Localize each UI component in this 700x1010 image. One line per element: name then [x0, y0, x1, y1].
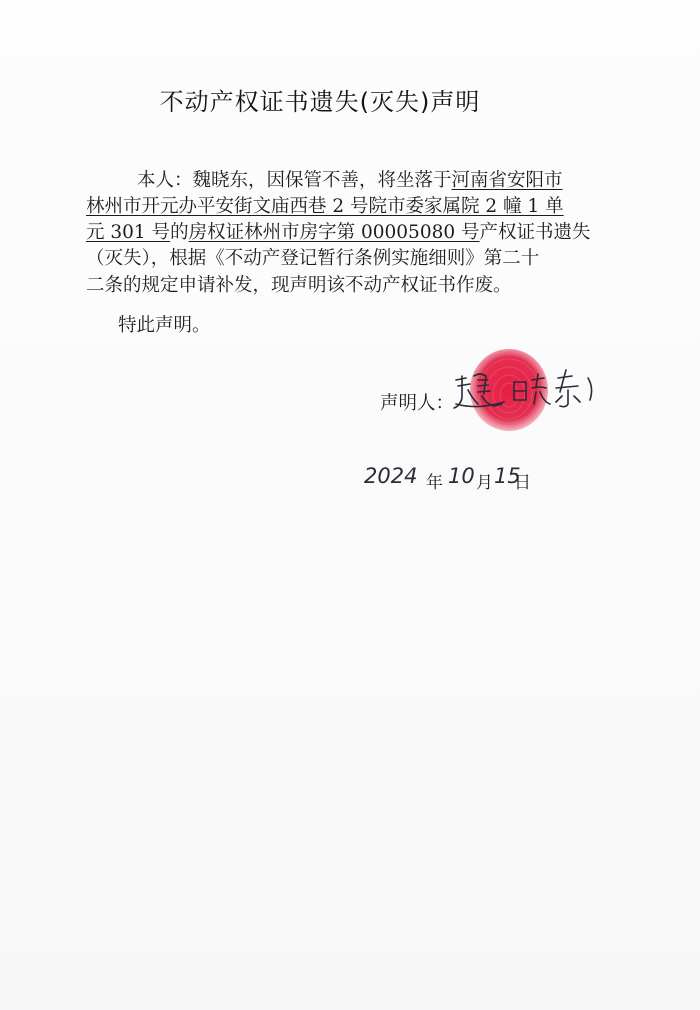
date-month: 10: [448, 464, 475, 488]
date-day-char: 日: [514, 473, 531, 493]
handwritten-signature: [448, 358, 608, 418]
date-year: 2024: [364, 464, 418, 488]
property-location-part-1: 河南省安阳市: [451, 170, 563, 191]
paragraph-line-4: （灭失），根据《不动产登记暂行条例实施细则》第二十: [86, 248, 540, 269]
signing-date: [364, 462, 564, 496]
declarant-intro: 本人：魏晓东，因保管不善，将坐落于: [137, 170, 452, 191]
connector-text: 的: [170, 222, 189, 243]
loss-statement-text: 产权证书遗失: [479, 222, 591, 243]
paragraph-line-1: [137, 168, 563, 194]
date-month-char: 月: [476, 473, 493, 493]
date-year-char: 年: [426, 473, 443, 493]
paragraph-line-2: [86, 194, 564, 220]
closing-statement: 特此声明。: [118, 315, 211, 336]
property-location-part-3: 元 301 号: [86, 222, 171, 243]
property-location-part-2: 林州市开元办平安街文庙西巷 2 号院市委家属院 2 幢 1 单: [86, 196, 564, 217]
paragraph-line-3: [86, 220, 591, 246]
signatory-label: 声明人：: [380, 393, 455, 414]
date-day: 15: [494, 464, 521, 488]
document-title: 不动产权证书遗失(灭失)声明: [159, 88, 481, 116]
certificate-number: 房权证林州市房字第 00005080 号: [188, 222, 480, 243]
paragraph-line-5: 二条的规定申请补发，现声明该不动产权证书作废。: [86, 275, 512, 296]
